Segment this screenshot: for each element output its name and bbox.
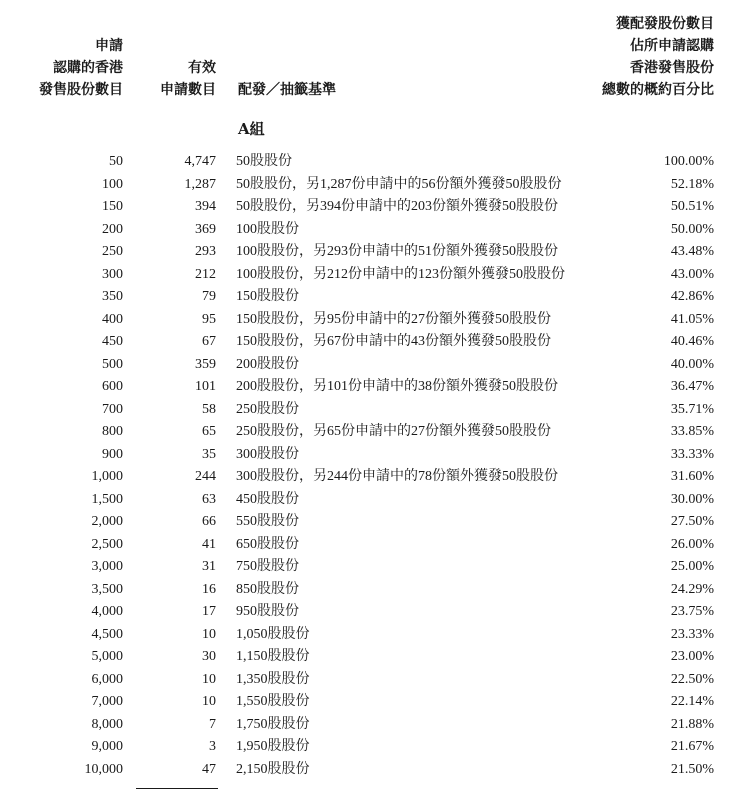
allotment-basis-cell: 1,350股股份 — [236, 671, 310, 687]
valid-applications-cell: 66 — [202, 514, 216, 529]
table-row — [0, 151, 740, 174]
approx-percentage-cell: 23.33% — [670, 626, 714, 642]
table-row — [0, 556, 740, 579]
table-row — [0, 646, 740, 669]
shares-applied-cell: 1,500 — [91, 491, 123, 507]
valid-applications-cell: 369 — [195, 221, 216, 237]
table-row — [0, 219, 740, 242]
shares-applied-cell: 250 — [102, 244, 123, 259]
table-row — [0, 174, 740, 197]
approx-percentage-cell: 43.48% — [670, 244, 714, 259]
allotment-basis-cell: 2,150股股份 — [236, 761, 310, 777]
header-line: 申請數目 — [160, 82, 216, 98]
header-line: 配發／抽籤基準 — [238, 82, 336, 98]
table-row — [0, 241, 740, 264]
shares-applied-cell: 350 — [102, 289, 123, 304]
header-line: 香港發售股份 — [630, 60, 714, 76]
header-shares-applied — [39, 35, 123, 101]
shares-applied-cell: 50 — [109, 154, 123, 169]
allotment-basis-cell: 1,150股股份 — [236, 649, 310, 664]
approx-percentage-cell: 26.00% — [670, 536, 714, 552]
shares-applied-cell: 700 — [102, 401, 123, 417]
allotment-basis-cell: 150股股份 — [236, 289, 299, 304]
approx-percentage-cell: 24.29% — [670, 581, 714, 597]
valid-applications-cell: 79 — [202, 289, 216, 304]
approx-percentage-cell: 21.50% — [670, 761, 714, 777]
table-row — [0, 196, 740, 219]
table-row — [0, 331, 740, 354]
approx-percentage-cell: 35.71% — [670, 401, 714, 417]
valid-applications-cell: 3 — [209, 739, 216, 754]
table-row — [0, 466, 740, 489]
table-row — [0, 399, 740, 422]
allotment-basis-cell: 300股股份，另244份申請中的78份額外獲發50股股份 — [236, 469, 558, 484]
header-line: 有效 — [188, 60, 216, 76]
approx-percentage-cell: 50.51% — [670, 199, 714, 214]
valid-applications-cell: 63 — [202, 491, 216, 507]
header-line: 獲配發股份數目 — [616, 16, 714, 32]
shares-applied-cell: 10,000 — [84, 761, 123, 777]
header-approx-percentage — [602, 13, 714, 101]
approx-percentage-cell: 27.50% — [670, 514, 714, 529]
valid-applications-cell: 31 — [202, 559, 216, 574]
table-row — [0, 264, 740, 287]
table-row — [0, 736, 740, 759]
approx-percentage-cell: 21.88% — [670, 716, 714, 732]
header-line: 發售股份數目 — [39, 82, 123, 98]
group-title: A組 — [238, 120, 265, 138]
allotment-basis-cell: 50股股份，另1,287份申請中的56份額外獲發50股股份 — [236, 176, 562, 192]
allotment-basis-cell: 150股股份，另95份申請中的27份額外獲發50股股份 — [236, 311, 551, 327]
allotment-basis-cell: 1,050股股份 — [236, 626, 310, 642]
allotment-basis-cell: 50股股份，另394份申請中的203份額外獲發50股股份 — [236, 199, 558, 214]
valid-applications-cell: 65 — [202, 424, 216, 439]
valid-applications-cell: 359 — [195, 356, 216, 372]
total-underline — [136, 788, 218, 789]
shares-applied-cell: 300 — [102, 266, 123, 282]
table-row — [0, 444, 740, 467]
shares-applied-cell: 4,500 — [91, 626, 123, 642]
valid-applications-cell: 67 — [202, 334, 216, 349]
allotment-basis-cell: 100股股份 — [236, 221, 299, 237]
valid-applications-cell: 30 — [202, 649, 216, 664]
header-valid-applications — [160, 57, 216, 101]
shares-applied-cell: 200 — [102, 221, 123, 237]
header-line: 申請 — [95, 38, 123, 54]
valid-applications-cell: 35 — [202, 446, 216, 462]
approx-percentage-cell: 50.00% — [670, 221, 714, 237]
shares-applied-cell: 2,500 — [91, 536, 123, 552]
table-row — [0, 691, 740, 714]
table-row — [0, 511, 740, 534]
approx-percentage-cell: 33.33% — [670, 446, 714, 462]
valid-applications-cell: 4,747 — [184, 154, 216, 169]
shares-applied-cell: 800 — [102, 424, 123, 439]
allotment-basis-cell: 150股股份，另67份申請中的43份額外獲發50股股份 — [236, 334, 551, 349]
approx-percentage-cell: 22.14% — [670, 694, 714, 709]
approx-percentage-cell: 43.00% — [670, 266, 714, 282]
approx-percentage-cell: 30.00% — [670, 491, 714, 507]
approx-percentage-cell: 23.75% — [670, 604, 714, 619]
valid-applications-cell: 41 — [202, 536, 216, 552]
valid-applications-cell: 7 — [209, 716, 216, 732]
approx-percentage-cell: 23.00% — [670, 649, 714, 664]
table-row — [0, 286, 740, 309]
allotment-basis-cell: 1,750股股份 — [236, 716, 310, 732]
valid-applications-cell: 293 — [195, 244, 216, 259]
approx-percentage-cell: 42.86% — [670, 289, 714, 304]
valid-applications-cell: 212 — [195, 266, 216, 282]
table-row — [0, 669, 740, 692]
shares-applied-cell: 2,000 — [91, 514, 123, 529]
shares-applied-cell: 3,000 — [91, 559, 123, 574]
valid-applications-cell: 101 — [195, 379, 216, 394]
approx-percentage-cell: 100.00% — [663, 154, 714, 169]
allotment-basis-cell: 300股股份 — [236, 446, 299, 462]
allotment-basis-cell: 200股股份 — [236, 356, 299, 372]
shares-applied-cell: 600 — [102, 379, 123, 394]
table-row — [0, 489, 740, 512]
approx-percentage-cell: 36.47% — [670, 379, 714, 394]
approx-percentage-cell: 40.00% — [670, 356, 714, 372]
table-row — [0, 376, 740, 399]
shares-applied-cell: 400 — [102, 311, 123, 327]
allotment-basis-cell: 50股股份 — [236, 154, 292, 169]
header-line: 佔所申請認購 — [630, 38, 714, 54]
allotment-basis-cell: 450股股份 — [236, 491, 299, 507]
approx-percentage-cell: 22.50% — [670, 671, 714, 687]
table-row — [0, 759, 740, 782]
shares-applied-cell: 5,000 — [91, 649, 123, 664]
table-row — [0, 534, 740, 557]
shares-applied-cell: 450 — [102, 334, 123, 349]
valid-applications-cell: 394 — [195, 199, 216, 214]
allotment-basis-cell: 200股股份，另101份申請中的38份額外獲發50股股份 — [236, 379, 558, 394]
table-row — [0, 309, 740, 332]
allotment-basis-cell: 650股股份 — [236, 536, 299, 552]
shares-applied-cell: 1,000 — [91, 469, 123, 484]
valid-applications-cell: 1,287 — [184, 176, 216, 192]
header-allotment-basis — [238, 79, 336, 101]
shares-applied-cell: 3,500 — [91, 581, 123, 597]
table-row — [0, 354, 740, 377]
allotment-basis-cell: 100股股份，另293份申請中的51份額外獲發50股股份 — [236, 244, 558, 259]
allotment-basis-cell: 850股股份 — [236, 581, 299, 597]
allotment-basis-cell: 1,550股股份 — [236, 694, 310, 709]
allotment-basis-cell: 950股股份 — [236, 604, 299, 619]
valid-applications-cell: 16 — [202, 581, 216, 597]
valid-applications-cell: 17 — [202, 604, 216, 619]
valid-applications-cell: 10 — [202, 694, 216, 709]
table-row — [0, 624, 740, 647]
allotment-basis-cell: 250股股份 — [236, 401, 299, 417]
valid-applications-cell: 58 — [202, 401, 216, 417]
table-row — [0, 421, 740, 444]
approx-percentage-cell: 25.00% — [670, 559, 714, 574]
approx-percentage-cell: 41.05% — [670, 311, 714, 327]
shares-applied-cell: 150 — [102, 199, 123, 214]
valid-applications-cell: 10 — [202, 626, 216, 642]
shares-applied-cell: 7,000 — [91, 694, 123, 709]
valid-applications-cell: 47 — [202, 761, 216, 777]
header-line: 總數的概約百分比 — [602, 82, 714, 98]
approx-percentage-cell: 52.18% — [670, 176, 714, 192]
shares-applied-cell: 8,000 — [91, 716, 123, 732]
allotment-basis-cell: 750股股份 — [236, 559, 299, 574]
valid-applications-cell: 244 — [195, 469, 216, 484]
shares-applied-cell: 9,000 — [91, 739, 123, 754]
allotment-basis-cell: 250股股份，另65份申請中的27份額外獲發50股股份 — [236, 424, 551, 439]
approx-percentage-cell: 33.85% — [670, 424, 714, 439]
approx-percentage-cell: 21.67% — [670, 739, 714, 754]
header-line: 認購的香港 — [53, 60, 123, 76]
shares-applied-cell: 100 — [102, 176, 123, 192]
shares-applied-cell: 4,000 — [91, 604, 123, 619]
valid-applications-cell: 95 — [202, 311, 216, 327]
allotment-basis-cell: 550股股份 — [236, 514, 299, 529]
table-row — [0, 579, 740, 602]
table-row — [0, 601, 740, 624]
approx-percentage-cell: 40.46% — [670, 334, 714, 349]
shares-applied-cell: 500 — [102, 356, 123, 372]
table-row — [0, 714, 740, 737]
allotment-table — [0, 151, 740, 781]
allotment-basis-cell: 100股股份，另212份申請中的123份額外獲發50股股份 — [236, 266, 565, 282]
approx-percentage-cell: 31.60% — [670, 469, 714, 484]
valid-applications-cell: 10 — [202, 671, 216, 687]
allotment-basis-cell: 1,950股股份 — [236, 739, 310, 754]
shares-applied-cell: 6,000 — [91, 671, 123, 687]
shares-applied-cell: 900 — [102, 446, 123, 462]
